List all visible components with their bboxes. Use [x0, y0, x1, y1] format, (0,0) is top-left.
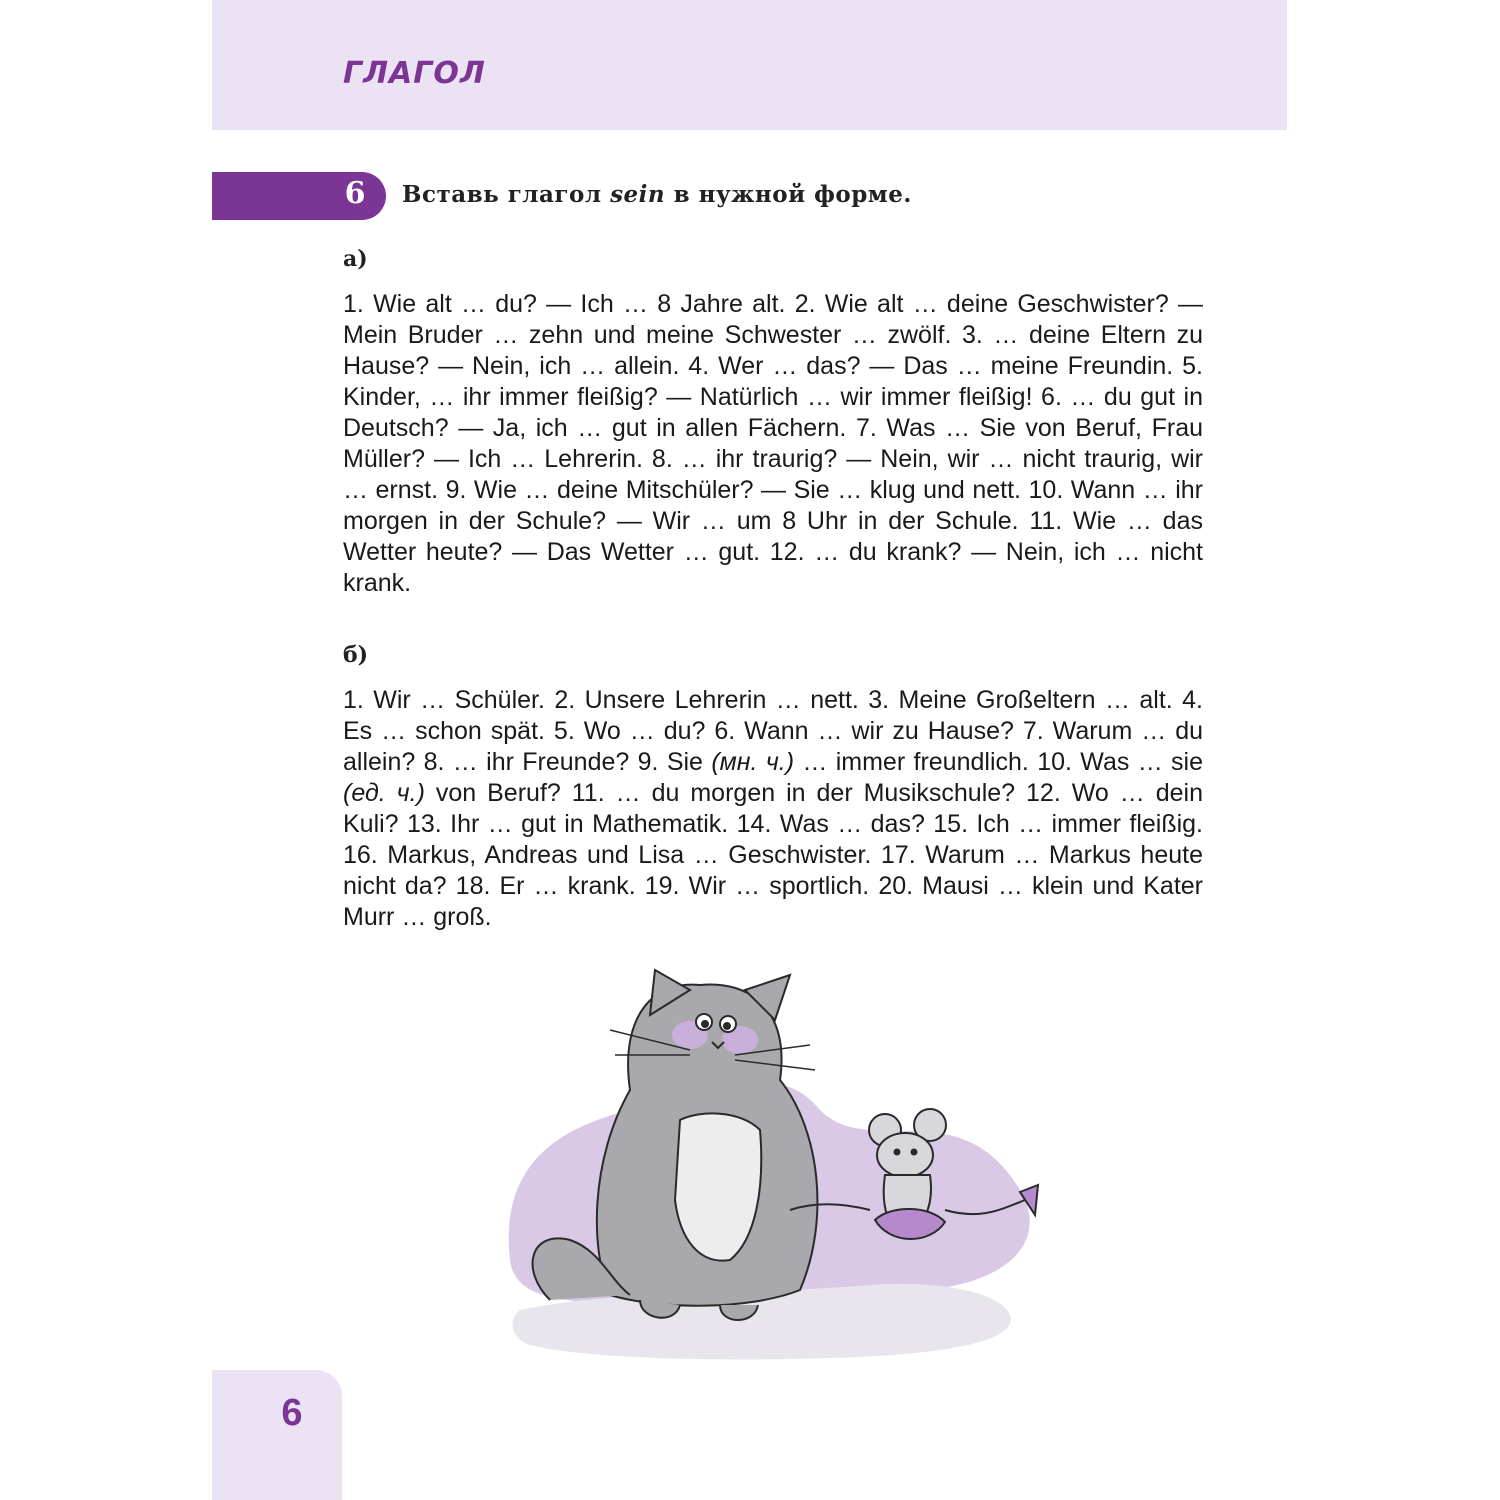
plural-hint: (мн. ч.): [711, 748, 795, 776]
instruction-before: Вставь глагол: [402, 181, 611, 208]
part-b-text-3: von Beruf? 11. … du morgen in der Musikschule? 12. Wo … dein Kuli? 13. Ihr … gut in Mathematik. 14. Was … das? 15. Ich … immer fleißig. 16. Markus, Andreas und Lisa … Geschwister. 17. Warum … Markus heute nicht da? 18. Er … krank. 19. Wir … sportlich. 20. Mausi … klein und Kater Murr … groß.: [343, 779, 1203, 931]
part-b-label: б): [343, 642, 369, 668]
singular-hint: (ед. ч.): [343, 779, 425, 807]
page-number-tab: [212, 1370, 342, 1500]
part-b-text-2: … immer freundlich. 10. Was … sie: [794, 748, 1203, 776]
page-number: 6: [281, 1392, 303, 1434]
part-a-text: 1. Wie alt … du? — Ich … 8 Jahre alt. 2. Wie alt … deine Geschwister? — Mein Bruder … zehn und meine Schwester … zwölf. 3. … deine Eltern zu Hause? — Nein, ich … allein. 4. Wer … das? — Das … meine Freundin. 5. Kinder, … ihr immer fleißig? — Natürlich … wir immer fleißig! 6. … du gut in Deutsch? — Ja, ich … gut in allen Fächern. 7. Was … Sie von Beruf, Frau Müller? — Ich … Lehrerin. 8. … ihr traurig? — Nein, wir … nicht traurig, wir … ernst. 9. Wie … deine Mitschüler? — Sie … klug und nett. 10. Wann … ihr morgen in der Schule? — Wir … um 8 Uhr in der Schule. 11. Wie … das Wetter heute? — Das Wetter … gut. 12. … du krank? — Nein, ich … nicht krank.: [343, 290, 1203, 597]
exercise-number: 6: [344, 176, 366, 211]
exercise-instruction: [402, 181, 912, 208]
part-a-label: а): [343, 246, 368, 272]
cat-and-mouse-illustration: [490, 960, 1070, 1380]
instruction-verb: sein: [610, 181, 666, 208]
part-b-text-1: 1. Wir … Schüler. 2. Unsere Lehrerin … nett. 3. Meine Großeltern … alt. 4. Es … schon spät. 5. Wo … du? 6. Wann … wir zu Hause? 7. Warum … du allein? 8. … ihr Freunde? 9. Sie: [343, 686, 1203, 776]
part-b-text: [343, 685, 1203, 933]
instruction-after: в нужной форме.: [665, 181, 912, 208]
section-title: ГЛАГОЛ: [343, 56, 486, 91]
